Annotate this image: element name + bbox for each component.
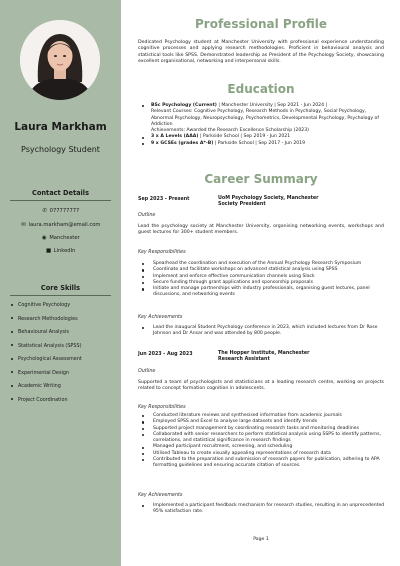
list-item: Secure funding through grant applications and sponsorship proposals (150, 280, 386, 286)
responsibilities-label: Key Responsibilities (138, 405, 186, 410)
contact-divider (10, 200, 111, 201)
profile-photo (20, 20, 100, 100)
skill-item: Psychological Assessment (10, 355, 115, 369)
education-item: 3 x A Levels (AAA) | Parkside School | Sep 2019 - Jun 2021 (142, 134, 386, 140)
achievements-label: Key Achievements (138, 493, 183, 498)
job-outline: Lead the psychology society at Manchester University, organising networking events, workshops and guest lectures for 300+ student members. (138, 224, 384, 236)
achievements-label: Key Achievements (138, 315, 183, 320)
contact-phone: ✆ 077777777 (42, 208, 80, 214)
skill-item: Statistical Analysis (SPSS) (10, 342, 115, 356)
outline-label: Outline (138, 369, 156, 374)
responsibilities-list (150, 413, 386, 470)
list-item: Collaborated with senior researchers to perform statistical analysis using SSPS to identify patterns, correlations, and statistical significance in research findings (150, 432, 386, 445)
list-item: Employed SPSS and Excel to analyse large datasets and identify trends (150, 419, 386, 425)
phone-icon: ✆ (42, 208, 47, 214)
achievements-list (150, 325, 386, 338)
list-item: Implemented a participant feedback mechanism for research studies, resulting in an unprecedented 95% satisfaction rate. (150, 503, 386, 516)
job-dates: Jun 2023 - Aug 2023 (138, 352, 193, 357)
responsibilities-list (150, 261, 386, 299)
skill-item: Project Coordination (10, 396, 115, 410)
job-organisation: UoM Psychology Society, Manchester Society President (218, 196, 319, 208)
contact-details-heading: Contact Details (31, 189, 89, 197)
job-dates: Sep 2023 - Present (138, 197, 190, 202)
list-item: Contributed to the preparation and submission of research papers for publication, adhering to APA formatting guidelines and ensuring accurate citation of sources. (150, 457, 386, 470)
list-item: Lead the inaugural Student Psychology conference in 2023, which included lectures from Dr Rose Johnson and Dr Ansar and was attended by 800 people. (150, 325, 386, 338)
responsibilities-label: Key Responsibilities (138, 250, 186, 255)
candidate-role: Psychology Student (21, 145, 100, 154)
skills-list (10, 301, 115, 409)
globe-icon: ◉ (41, 235, 47, 241)
core-skills-heading: Core Skills (40, 284, 81, 292)
list-item: Utilised Tableau to create visually appealing representations of research data (150, 451, 386, 457)
contact-email[interactable]: ✉ laura.markham@email.com (21, 222, 101, 228)
contact-linkedin[interactable]: ■ LinkedIn (46, 248, 76, 254)
education-item: 9 x GCSEs (grades A*-B) | Parkside School | Sep 2017 - Jun 2019 (142, 141, 386, 147)
career-heading: Career Summary (204, 172, 318, 186)
envelope-icon: ✉ (21, 222, 26, 228)
profile-heading: Professional Profile (195, 17, 327, 31)
education-item: BSc Psychology (Current) | Manchester University | Sep 2021 - Jun 2024 | Relevant Courses: Cognitive Psychology, Research Methods in Psychology, Social Psychology, Abnormal Psychology, Neuropsychology, Psychometrics, Developmental Psychology, Psychology of Addiction Achievements: Awarded the Research Excellence Scholarship (2023) (142, 103, 386, 134)
list-item: Managed participant recruitment, screening, and scheduling (150, 444, 386, 450)
skill-item: Research Methodologies (10, 315, 115, 329)
list-item: Conducted literature reviews and synthesised information from academic journals (150, 413, 386, 419)
list-item: Implement and enforce effective communication channels using Slack (150, 274, 386, 280)
list-item: Initiate and manage partnerships with industry professionals, organising guest lectures, panel discussions, and networking events (150, 286, 386, 299)
skill-item: Behavioural Analysis (10, 328, 115, 342)
education-heading: Education (227, 82, 295, 96)
skill-item: Academic Writing (10, 382, 115, 396)
list-item: Spearhead the coordination and execution of the Annual Psychology Research Symposium (150, 261, 386, 267)
skills-divider (10, 295, 111, 296)
outline-label: Outline (138, 213, 156, 218)
education-list (142, 103, 386, 147)
job-organisation: The Hopper Institute, Manchester Research Assistant (218, 351, 310, 363)
job-outline: Supported a team of psychologists and statisticians at a leading research centre, working on projects related to concept formation cognition in adolescents. (138, 380, 384, 392)
candidate-name: Laura Markham (14, 121, 107, 133)
skill-item: Experimental Design (10, 369, 115, 383)
skill-item: Cognitive Psychology (10, 301, 115, 315)
page-number: Page 1 (253, 537, 269, 542)
achievements-list (150, 503, 386, 516)
contact-location: ◉ Manchester (41, 235, 80, 241)
linkedin-icon: ■ (46, 248, 52, 254)
list-item: Coordinate and facilitate workshops on advanced statistical analysis using SPSS (150, 267, 386, 273)
profile-text: Dedicated Psychology student at Manchester University with professional experience understanding cognitive processes and applying research methodologies. Proficient in behavioural analysis and statistical tools like SPSS. Demonstrated leadership as President of the Psychology Society, showcasing excellent organisational, networking and interpersonal skills. (138, 40, 384, 64)
list-item: Supported project management by coordinating research tasks and monitoring deadlines (150, 426, 386, 432)
